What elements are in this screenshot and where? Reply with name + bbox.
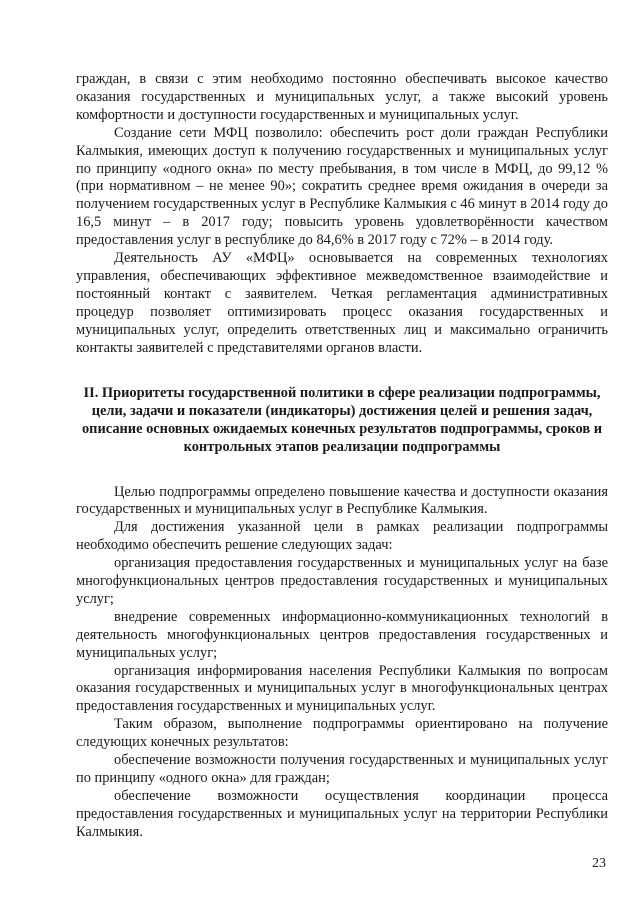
list-item: организация предоставления государственных и муниципальных услуг на базе многофункциональных центров предоставления государственных и муниципальных услуг;	[76, 555, 608, 607]
paragraphs-bottom	[76, 484, 608, 842]
page-number: 23	[592, 856, 606, 871]
list-item: обеспечение возможности осуществления координации процесса предоставления государственных и муниципальных услуг на территории Республики Калмыкия.	[76, 787, 608, 840]
paragraph: Деятельность АУ «МФЦ» основывается на современных технологиях управления, обеспечивающих эффективное межведомственное взаимодействие и постоянный контакт с заявителем. Четкая регламентация административных процедур позволяет оптимизировать процесс оказания государственных и муниципальных услуг, определить ответственных лиц и максимально ограничить контакты заявителей с представителями органов власти.	[76, 250, 608, 356]
paragraphs-top	[76, 71, 608, 358]
paragraph: Создание сети МФЦ позволило: обеспечить рост доли граждан Республики Калмыкия, имеющих доступ к получению государственных и муниципальных услуг по принципу «одного окна» по месту пребывания, в том числе в МФЦ, до 99,12 % (при нормативном – не менее 90»; сократить среднее время ожидания в очереди за получением государственных услуг в Республике Калмыкия с 46 минут в 2014 году до 16,5 минут – в 2017 году; повысить уровень удовлетворённости качеством предоставления услуг в республике до 84,6% в 2017 году с 72% – в 2014 году.	[76, 124, 608, 249]
document-page	[76, 71, 608, 842]
list-item: организация информирования населения Республики Калмыкия по вопросам оказания государственных и муниципальных услуг в многофункциональных центрах предоставления государственных и муниципальных услуг.	[76, 662, 608, 715]
section-heading: II. Приоритеты государственной политики в сфере реализации подпрограммы, цели, задачи и показатели (индикаторы) достижения целей и решения задач, описание основных ожидаемых конечных результатов подпрограммы, сроков и контрольных этапов реализации подпрограммы	[81, 384, 602, 455]
paragraph: Для достижения указанной цели в рамках реализации подпрограммы необходимо обеспечить решение следующих задач:	[76, 519, 608, 554]
list-item: обеспечение возможности получения государственных и муниципальных услуг по принципу «одного окна» для граждан;	[76, 752, 608, 786]
paragraph: граждан, в связи с этим необходимо постоянно обеспечивать высокое качество оказания государственных и муниципальных услуг, а также высокий уровень комфортности и доступности государственных и муниципальных услуг.	[76, 71, 608, 123]
paragraph: Целью подпрограммы определено повышение качества и доступности оказания государственных и муниципальных услуг в Республике Калмыкия.	[76, 483, 608, 518]
list-item: внедрение современных информационно-коммуникационных технологий в деятельность многофункциональных центров предоставления государственных и муниципальных услуг;	[76, 608, 608, 661]
paragraph: Таким образом, выполнение подпрограммы ориентировано на получение следующих конечных результатов:	[76, 716, 608, 751]
